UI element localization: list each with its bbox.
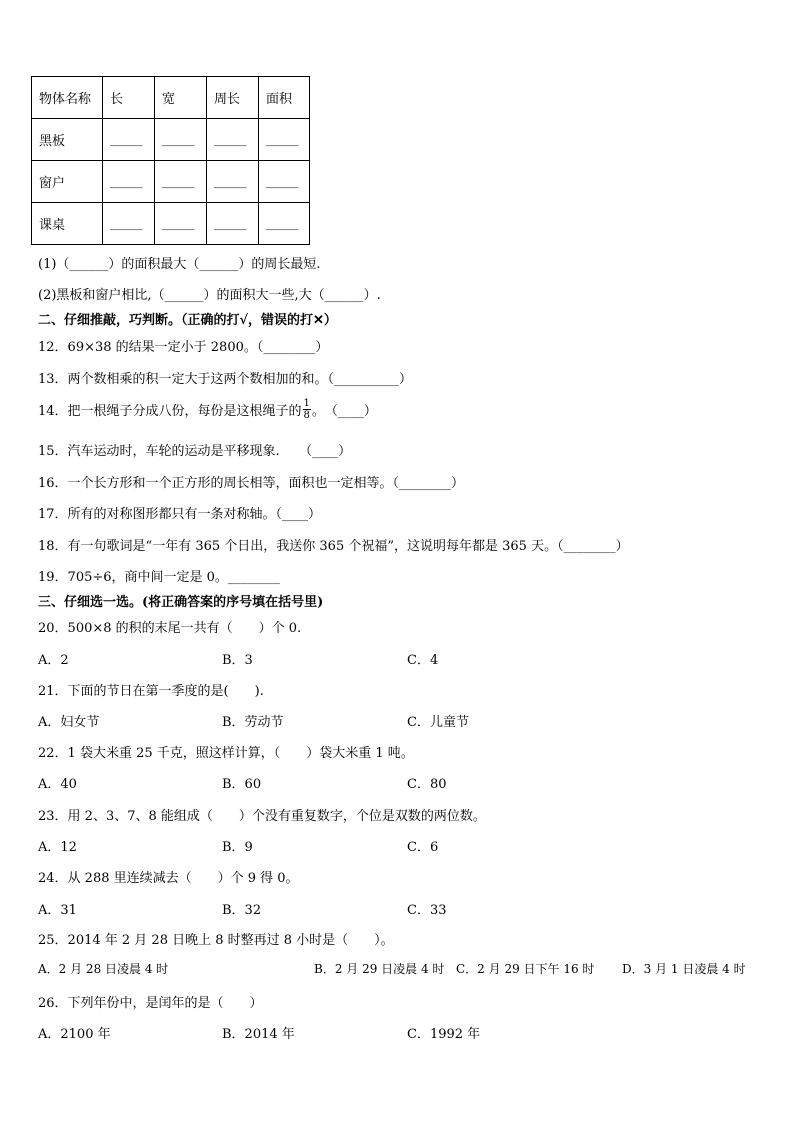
question-22: 22．1 袋大米重 25 千克，照这样计算，（ ）袋大米重 1 吨。 bbox=[38, 746, 414, 761]
option-a[interactable]: A．31 bbox=[38, 903, 77, 918]
question-24: 24．从 288 里连续减去（ ）个 9 得 0。 bbox=[38, 871, 299, 886]
question-20: 20．500×8 的积的末尾一共有（ ）个 0. bbox=[38, 621, 302, 636]
blank-cell[interactable]: _____ bbox=[103, 161, 155, 203]
table-row bbox=[32, 119, 310, 161]
option-b[interactable]: B．32 bbox=[222, 903, 262, 918]
option-a[interactable]: A．2 月 28 日凌晨 4 时 bbox=[38, 962, 169, 976]
option-a[interactable]: A．2100 年 bbox=[38, 1027, 111, 1042]
section-heading-judge: 二、仔细推敲，巧判断。（正确的打√，错误的打✕） bbox=[38, 313, 337, 328]
blank-cell[interactable]: _____ bbox=[155, 161, 207, 203]
option-c[interactable]: C．4 bbox=[407, 653, 439, 668]
sub-question-1: (1)（______）的面积最大（______）的周长最短. bbox=[38, 257, 321, 272]
option-b[interactable]: B．3 bbox=[222, 653, 253, 668]
question-25: 25．2014 年 2 月 28 日晚上 8 时整再过 8 小时是（ ）。 bbox=[38, 933, 394, 948]
option-a[interactable]: A．妇女节 bbox=[38, 715, 100, 730]
question-14-tail: 。 （____） bbox=[311, 404, 377, 419]
question-17: 17．所有的对称图形都只有一条对称轴。（____） bbox=[38, 507, 322, 522]
option-d[interactable]: D．3 月 1 日凌晨 4 时 bbox=[622, 962, 746, 976]
question-18: 18．有一句歌词是“一年有 365 个日出，我送你 365 个祝福”，这说明每年都是 365 天。（________） bbox=[38, 539, 629, 554]
fraction-numerator: 1 bbox=[303, 398, 310, 409]
blank-cell[interactable]: _____ bbox=[207, 203, 259, 245]
option-b[interactable]: B．劳动节 bbox=[222, 715, 284, 730]
table-header-cell: 面积 bbox=[259, 77, 310, 119]
option-a[interactable]: A．12 bbox=[38, 840, 77, 855]
question-23: 23．用 2、3、7、8 能组成（ ）个没有重复数字，个位是双数的两位数。 bbox=[38, 809, 486, 824]
blank-cell[interactable]: _____ bbox=[259, 203, 310, 245]
question-15: 15．汽车运动时，车轮的运动是平移现象. （____） bbox=[38, 444, 352, 459]
option-b[interactable]: B．2014 年 bbox=[222, 1027, 295, 1042]
blank-cell[interactable]: _____ bbox=[207, 161, 259, 203]
sub-question-2: (2)黑板和窗户相比,（______）的面积大一些,大（______）. bbox=[38, 288, 381, 303]
measurement-table bbox=[31, 76, 310, 245]
question-13: 13．两个数相乘的积一定大于这两个数相加的和。（__________） bbox=[38, 372, 413, 387]
blank-cell[interactable]: _____ bbox=[155, 119, 207, 161]
question-12: 12．69×38 的结果一定小于 2800。（________） bbox=[38, 340, 329, 355]
question-26: 26．下列年份中，是闰年的是（ ） bbox=[38, 996, 263, 1011]
option-c[interactable]: C．1992 年 bbox=[407, 1027, 481, 1042]
question-19: 19．705÷6，商中间一定是 0。________ bbox=[38, 570, 280, 585]
option-a[interactable]: A．2 bbox=[38, 653, 69, 668]
option-c[interactable]: C．儿童节 bbox=[407, 715, 469, 730]
option-c[interactable]: C．33 bbox=[407, 903, 447, 918]
option-b[interactable]: B．2 月 29 日凌晨 4 时 bbox=[314, 962, 445, 976]
table-row bbox=[32, 203, 310, 245]
fraction-denominator: 8 bbox=[303, 410, 310, 421]
table-header-row bbox=[32, 77, 310, 119]
question-14 bbox=[38, 400, 377, 423]
table-header-cell: 宽 bbox=[155, 77, 207, 119]
table-header-cell: 物体名称 bbox=[32, 77, 103, 119]
table-row bbox=[32, 161, 310, 203]
option-c[interactable]: C．6 bbox=[407, 840, 439, 855]
option-c[interactable]: C．2 月 29 日下午 16 时 bbox=[456, 962, 595, 976]
blank-cell[interactable]: _____ bbox=[103, 203, 155, 245]
row-label: 课桌 bbox=[32, 203, 103, 245]
fraction-one-eighth bbox=[303, 398, 311, 421]
option-b[interactable]: B．9 bbox=[222, 840, 253, 855]
question-14-text: 14．把一根绳子分成八份，每份是这根绳子的 bbox=[38, 404, 302, 419]
question-16: 16．一个长方形和一个正方形的周长相等，面积也一定相等。（________） bbox=[38, 476, 465, 491]
blank-cell[interactable]: _____ bbox=[259, 119, 310, 161]
row-label: 窗户 bbox=[32, 161, 103, 203]
row-label: 黑板 bbox=[32, 119, 103, 161]
blank-cell[interactable]: _____ bbox=[259, 161, 310, 203]
table-header-cell: 周长 bbox=[207, 77, 259, 119]
blank-cell[interactable]: _____ bbox=[207, 119, 259, 161]
option-a[interactable]: A．40 bbox=[38, 777, 77, 792]
blank-cell[interactable]: _____ bbox=[155, 203, 207, 245]
section-heading-choice: 三、仔细选一选。(将正确答案的序号填在括号里) bbox=[38, 595, 324, 610]
blank-cell[interactable]: _____ bbox=[103, 119, 155, 161]
question-21: 21．下面的节日在第一季度的是( ). bbox=[38, 684, 264, 699]
option-c[interactable]: C．80 bbox=[407, 777, 447, 792]
table-header-cell: 长 bbox=[103, 77, 155, 119]
option-b[interactable]: B．60 bbox=[222, 777, 262, 792]
